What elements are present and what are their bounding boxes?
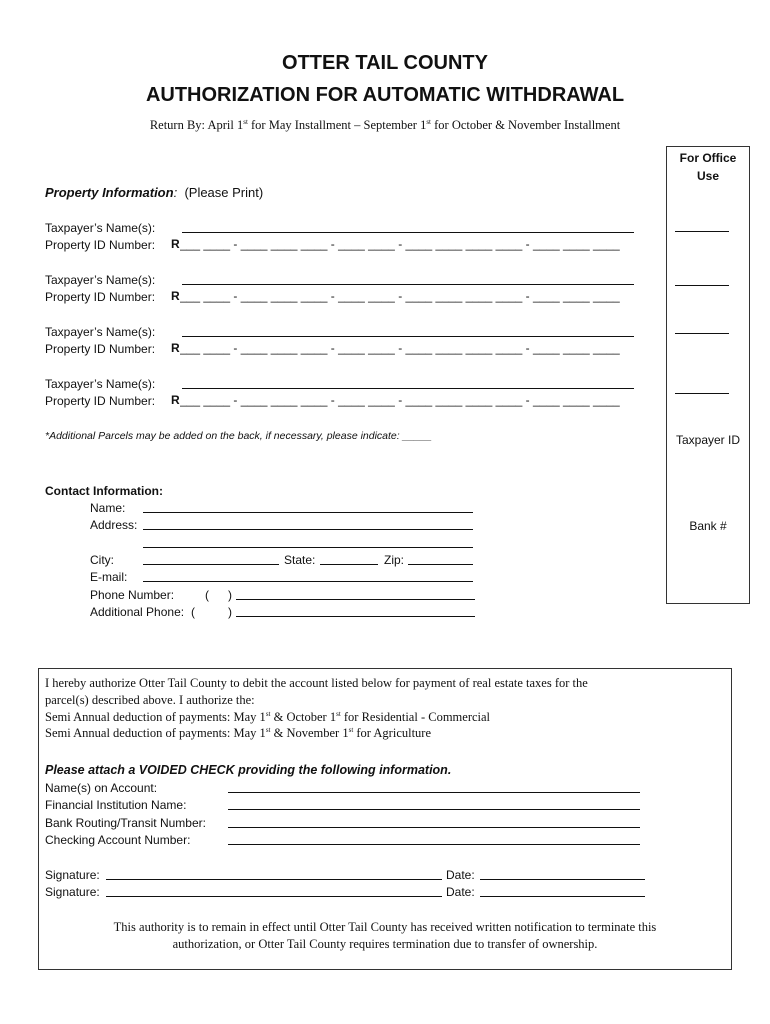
property-id-field-2[interactable]: ___ ____ - ____ ____ ____ - ____ ____ - ____ ____ ____ ____ - ____ ____ ____ (180, 289, 620, 303)
date-field-1[interactable] (480, 879, 645, 880)
office-use-heading-2: Use (696, 169, 719, 183)
contact-email-field[interactable] (143, 581, 473, 582)
authority-footer-1: This authority is to remain in effect until Otter Tail County has received written notification to terminate this (113, 920, 657, 934)
financial-institution-label: Financial Institution Name: (45, 798, 187, 812)
office-use-heading-1: For Office (679, 151, 737, 165)
contact-name-label: Name: (90, 501, 126, 515)
property-id-field-1[interactable]: ___ ____ - ____ ____ ____ - ____ ____ - ____ ____ ____ ____ - ____ ____ ____ (180, 237, 620, 251)
additional-phone-paren-close: ) (228, 605, 232, 619)
property-id-label-3: Property ID Number: (45, 342, 156, 356)
office-field-1[interactable] (675, 231, 729, 232)
contact-state-label: State: (284, 553, 316, 567)
names-on-account-field[interactable] (228, 792, 640, 793)
office-field-3[interactable] (675, 333, 729, 334)
contact-additional-phone-label: Additional Phone: (90, 605, 185, 619)
property-id-prefix-3: R (171, 341, 180, 355)
authority-footer-2: authorization, or Otter Tail County requires termination due to transfer of ownership. (172, 937, 598, 951)
form-title: AUTHORIZATION FOR AUTOMATIC WITHDRAWAL (145, 84, 625, 106)
property-id-label-2: Property ID Number: (45, 290, 156, 304)
taxpayer-name-label-4: Taxpayer’s Name(s): (45, 377, 156, 391)
financial-institution-field[interactable] (228, 809, 640, 810)
taxpayer-name-field-4[interactable] (182, 388, 634, 389)
contact-phone-label: Phone Number: (90, 588, 175, 602)
taxpayer-name-label-3: Taxpayer’s Name(s): (45, 325, 156, 339)
contact-info-heading: Contact Information: (45, 484, 163, 498)
authorization-intro-2: parcel(s) described above. I authorize the: (45, 693, 255, 707)
names-on-account-label: Name(s) on Account: (45, 781, 158, 795)
date-label-1: Date: (446, 868, 475, 882)
signature-field-1[interactable] (106, 879, 442, 880)
date-label-2: Date: (446, 885, 475, 899)
checking-account-field[interactable] (228, 844, 640, 845)
contact-address-label: Address: (90, 518, 138, 532)
office-field-4[interactable] (675, 393, 729, 394)
additional-parcels-note: *Additional Parcels may be added on the back, if necessary, please indicate: _____ (45, 430, 432, 442)
taxpayer-id-label: Taxpayer ID (675, 433, 741, 447)
county-title: OTTER TAIL COUNTY (282, 52, 488, 74)
contact-city-label: City: (90, 553, 114, 567)
property-id-label-1: Property ID Number: (45, 238, 156, 252)
date-field-2[interactable] (480, 896, 645, 897)
taxpayer-name-field-2[interactable] (182, 284, 634, 285)
taxpayer-name-field-1[interactable] (182, 232, 634, 233)
contact-state-field[interactable] (320, 564, 378, 565)
property-id-prefix-4: R (171, 393, 180, 407)
contact-name-field[interactable] (143, 512, 473, 513)
return-by-line: Return By: April 1st for May Installment – September 1st for October & November Installment (149, 117, 621, 132)
property-id-field-3[interactable]: ___ ____ - ____ ____ ____ - ____ ____ - ____ ____ ____ ____ - ____ ____ ____ (180, 341, 620, 355)
routing-number-field[interactable] (228, 827, 640, 828)
bank-number-label: Bank # (689, 519, 727, 533)
taxpayer-name-label-2: Taxpayer’s Name(s): (45, 273, 156, 287)
contact-zip-field[interactable] (408, 564, 473, 565)
property-id-field-4[interactable]: ___ ____ - ____ ____ ____ - ____ ____ - ____ ____ ____ ____ - ____ ____ ____ (180, 393, 620, 407)
contact-additional-phone-field[interactable] (236, 616, 475, 617)
contact-zip-label: Zip: (384, 553, 405, 567)
property-id-prefix-2: R (171, 289, 180, 303)
contact-address-field-1[interactable] (143, 529, 473, 530)
contact-email-label: E-mail: (90, 570, 128, 584)
contact-city-field[interactable] (143, 564, 279, 565)
office-use-box (666, 146, 750, 604)
property-info-heading: Property Information: (Please Print) (45, 185, 264, 200)
phone-paren-open: ( (205, 588, 209, 602)
office-field-2[interactable] (675, 285, 729, 286)
signature-field-2[interactable] (106, 896, 442, 897)
routing-number-label: Bank Routing/Transit Number: (45, 816, 206, 830)
semi-annual-residential: Semi Annual deduction of payments: May 1st & October 1st for Residential - Commercial (45, 709, 491, 724)
contact-address-field-2[interactable] (143, 547, 473, 548)
property-id-prefix-1: R (171, 237, 180, 251)
voided-check-heading: Please attach a VOIDED CHECK providing the following information. (45, 763, 452, 777)
signature-label-1: Signature: (45, 868, 100, 882)
signature-label-2: Signature: (45, 885, 100, 899)
semi-annual-agriculture: Semi Annual deduction of payments: May 1st & November 1st for Agriculture (45, 725, 432, 740)
additional-phone-paren-open: ( (191, 605, 195, 619)
property-id-label-4: Property ID Number: (45, 394, 156, 408)
taxpayer-name-field-3[interactable] (182, 336, 634, 337)
authorization-intro-1: I hereby authorize Otter Tail County to debit the account listed below for payment of real estate taxes for the (45, 676, 588, 690)
checking-account-label: Checking Account Number: (45, 833, 191, 847)
taxpayer-name-label-1: Taxpayer’s Name(s): (45, 221, 156, 235)
phone-paren-close: ) (228, 588, 232, 602)
contact-phone-field[interactable] (236, 599, 475, 600)
